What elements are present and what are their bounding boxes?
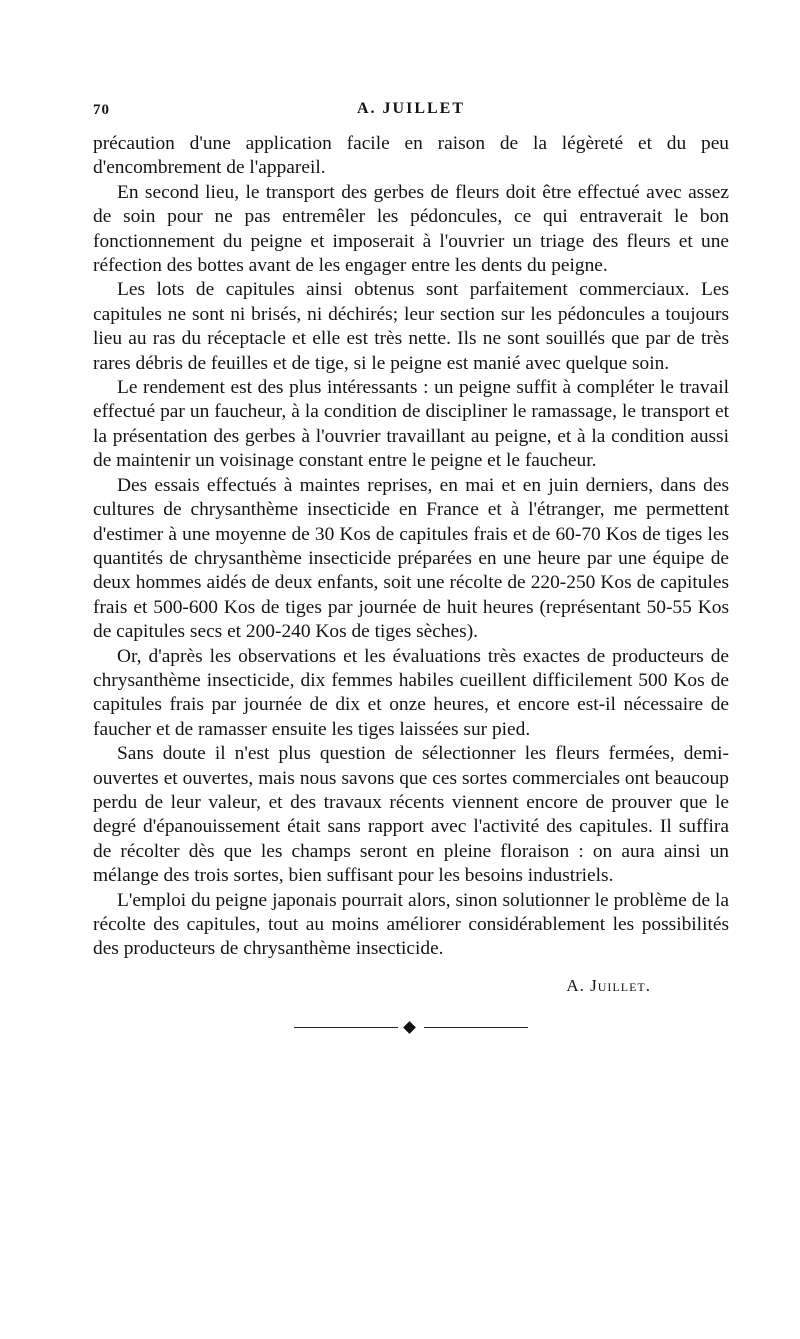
- running-head: [93, 96, 729, 126]
- paragraph-trials: Des essais effectués à maintes reprises, en mai et en juin derniers, dans des cultures de chrysanthème insecticide en France et à l'étranger, me permettent d'estimer à une moyenne de 30 Kos de capitules frais et de 60-70 Kos de tiges les quantités de chrysanthème insecticide préparées en une heure par une équipe de deux hommes aidés de deux enfants, soit une récolte de 220-250 Kos de capitules frais et 500-600 Kos de tiges par journée de huit heures (représentant 50-55 Kos de capitules secs et 200-240 Kos de tiges sèches).: [93, 474, 729, 643]
- paragraph-comparison: Or, d'après les observations et les évaluations très exactes de producteurs de chrysanthème insecticide, dix femmes habiles cueillent difficilement 500 Kos de capitules frais par journée de dix et onze heures, et encore est-il nécessaire de faucher et de ramasser ensuite les tiges laissées sur pied.: [93, 645, 729, 740]
- paragraph-continuation: précaution d'une application facile en raison de la légèreté et du peu d'encombrement de l'appareil.: [93, 133, 729, 179]
- document-page: [93, 96, 729, 1034]
- section-divider: [294, 1022, 528, 1034]
- article-body: [93, 132, 729, 962]
- author-signature: A. Juillet.: [566, 975, 651, 995]
- paragraph-quality: Les lots de capitules ainsi obtenus sont parfaitement commerciaux. Les capitules ne sont ni brisés, ni déchirés; leur section sur les pédoncules a toujours lieu au ras du réceptacle et elle est très nette. Ils ne sont souillés que par de très rares débris de feuilles et de tige, si le peigne est manié avec quelque soin.: [93, 279, 729, 374]
- header-author: A. JUILLET: [356, 100, 466, 117]
- diamond-ornament-icon: [403, 1021, 416, 1034]
- divider-rule-right: [424, 1027, 528, 1028]
- paragraph-yield: Le rendement est des plus intéressants : un peigne suffit à compléter le travail effectué par un faucheur, à la condition de discipliner le ramassage, le transport et la présentation des gerbes à l'ouvrier travaillant au peigne, et à la condition aussi de maintenir un voisinage constant entre le peigne et le faucheur.: [93, 377, 729, 472]
- paragraph-selection: Sans doute il n'est plus question de sélectionner les fleurs fermées, demi-ouvertes et ouvertes, mais nous savons que ces sortes commerciales ont beaucoup perdu de leur valeur, et des travaux récents viennent encore de prouver que le degré d'épanouissement était sans rapport avec l'activité des capitules. Il suffira de récolter dès que les champs seront en pleine floraison : on aura ainsi un mélange des trois sortes, bien suffisant pour les besoins industriels.: [93, 743, 729, 887]
- page-number: 70: [93, 102, 110, 118]
- divider-rule-left: [294, 1027, 398, 1028]
- paragraph-transport: En second lieu, le transport des gerbes de fleurs doit être effectué avec assez de soin pour ne pas entremêler les pédoncules, ce qui entraverait le bon fonctionnement du peigne et imposerait à l'ouvrier un triage des fleurs et une réfection des bottes avant de les engager entre les dents du peigne.: [93, 181, 729, 277]
- paragraph-conclusion: L'emploi du peigne japonais pourrait alors, sinon solutionner le problème de la récolte des capitules, tout au moins améliorer considérablement les possibilités des producteurs de chrysanthème insecticide.: [93, 889, 729, 960]
